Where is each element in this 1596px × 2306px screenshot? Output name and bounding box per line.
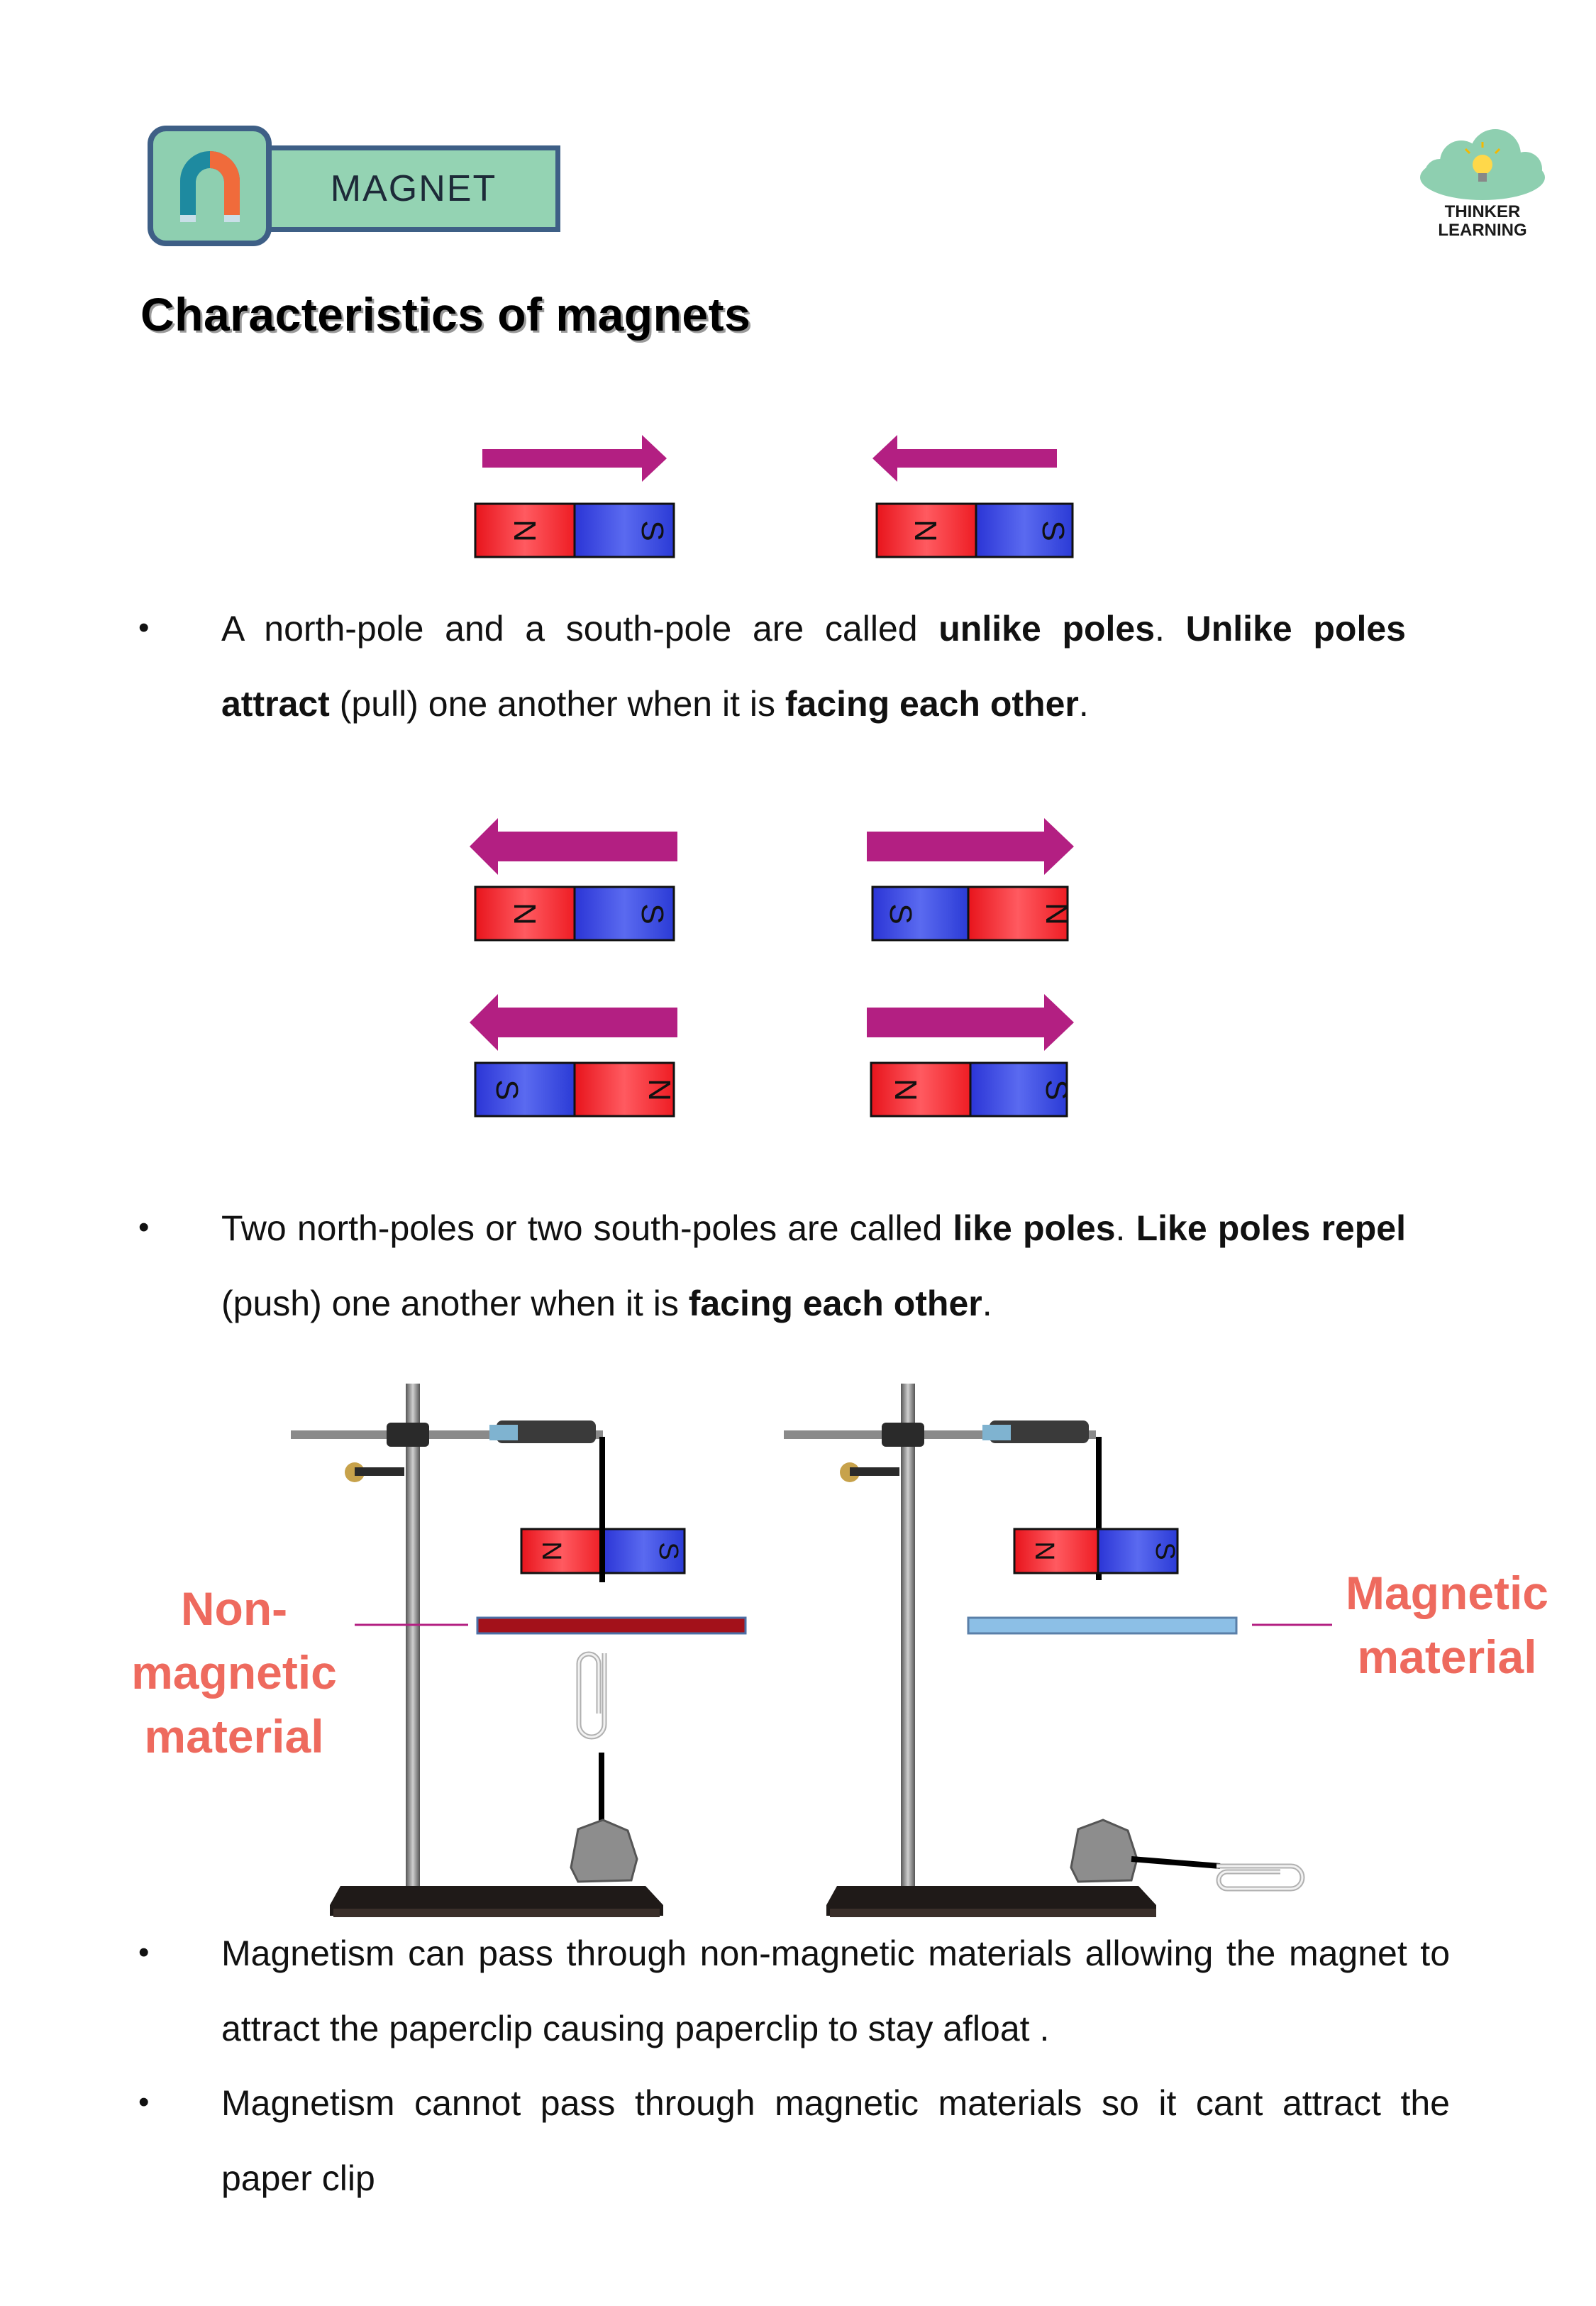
pole-letter: N bbox=[888, 1078, 923, 1101]
arrow-right-2 bbox=[867, 818, 1074, 875]
bullet-4: • bbox=[138, 2085, 150, 2119]
pole-letter: N bbox=[507, 519, 542, 542]
label-line: material bbox=[144, 1710, 324, 1762]
paperclip-fallen-icon bbox=[1217, 1866, 1302, 1889]
pole-letter: S bbox=[883, 903, 918, 925]
paperclip-floating-icon bbox=[579, 1653, 604, 1737]
pole-letter: S bbox=[635, 520, 670, 541]
label-line: Non- bbox=[180, 1582, 288, 1635]
text: (pull) one another when it is bbox=[329, 684, 785, 724]
pole-letter: N bbox=[908, 519, 943, 542]
pole-letter: N bbox=[1039, 903, 1074, 925]
pole-letter: N bbox=[507, 903, 542, 925]
pole-letter: N bbox=[536, 1541, 566, 1561]
arrow-left-2 bbox=[470, 818, 677, 875]
pole-letter: S bbox=[1036, 520, 1070, 541]
text: . bbox=[982, 1284, 992, 1323]
rock-icon bbox=[571, 1820, 637, 1882]
label-magnetic-material bbox=[1326, 1561, 1568, 1689]
bold-text: Like poles repel bbox=[1136, 1208, 1406, 1248]
pole-letter: S bbox=[1039, 1079, 1074, 1100]
topic-badge-label: MAGNET bbox=[330, 168, 497, 209]
text: . bbox=[1078, 684, 1089, 724]
arrow-left-1 bbox=[872, 435, 1057, 482]
pole-letter: N bbox=[1029, 1541, 1059, 1561]
bold-text: unlike poles bbox=[938, 609, 1156, 649]
pole-letter: S bbox=[1150, 1542, 1180, 1560]
label-line: magnetic bbox=[131, 1646, 337, 1699]
logo-text-line1: THINKER bbox=[1444, 202, 1521, 221]
bold-text: Unlike poles attract bbox=[221, 609, 1406, 724]
pole-letter: S bbox=[635, 903, 670, 925]
rock-icon-2 bbox=[1071, 1820, 1137, 1882]
pole-letter: S bbox=[489, 1079, 524, 1100]
label-line: material bbox=[1357, 1631, 1537, 1683]
magnetic-sheet bbox=[968, 1618, 1236, 1633]
bullet-3: • bbox=[138, 1935, 150, 1970]
bullet-1: • bbox=[138, 610, 150, 645]
text: Two north-poles or two south-poles are called bbox=[221, 1208, 953, 1248]
arrow-left-3 bbox=[470, 994, 677, 1051]
bold-text: like poles bbox=[953, 1208, 1116, 1248]
label-non-magnetic-material bbox=[113, 1577, 355, 1768]
paragraph-cannot-pass: Magnetism cannot pass through magnetic materials so it cant attract the paper clip bbox=[221, 2083, 1450, 2198]
text: A north-pole and a south-pole are called bbox=[221, 609, 939, 649]
bold-text: facing each other bbox=[688, 1284, 982, 1323]
label-line: Magnetic bbox=[1345, 1567, 1549, 1619]
magnet-hanging-right bbox=[1014, 1529, 1180, 1573]
non-magnetic-sheet bbox=[477, 1618, 746, 1633]
text: . bbox=[1115, 1208, 1136, 1248]
paragraph-unlike-poles bbox=[221, 591, 1406, 741]
text: . bbox=[1155, 609, 1186, 649]
paragraph-like-poles bbox=[221, 1191, 1406, 1341]
arrow-right-3 bbox=[867, 994, 1074, 1051]
bullet-2: • bbox=[138, 1210, 150, 1245]
arrow-right-1 bbox=[482, 435, 667, 482]
text: (push) one another when it is bbox=[221, 1284, 689, 1323]
bold-text: facing each other bbox=[785, 684, 1079, 724]
paragraph-pass-through: Magnetism can pass through non-magnetic materials allowing the magnet to attract the paperclip causing paperclip to stay afloat . bbox=[221, 1933, 1450, 2048]
pole-letter: S bbox=[653, 1542, 683, 1560]
pole-letter: N bbox=[642, 1078, 677, 1101]
page-title: Characteristics of magnets bbox=[140, 288, 751, 341]
logo-text-line2: LEARNING bbox=[1438, 221, 1527, 240]
